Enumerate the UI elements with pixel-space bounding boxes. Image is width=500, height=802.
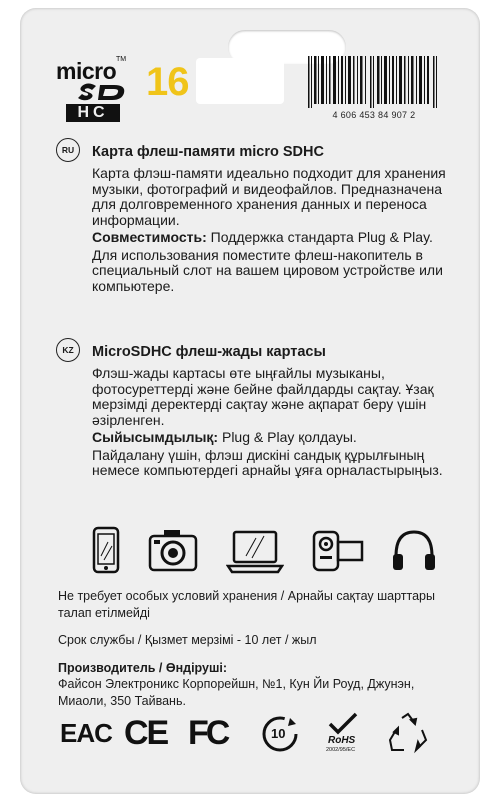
laptop-icon (226, 526, 284, 574)
kz-paragraph-1: Флэш-жады картасы өте ыңғайлы музыканы, фотосуреттерді және бейне файлдарды сақтау. Ұзақ мерзімді деректерді сақтау және ақпарат беру үшін әзірленген. (92, 365, 434, 428)
manufacturer-text: Файсон Электроникс Корпорейшн, №1, Кун Йи Роуд, Джунэн, Миаоли, 350 Тайвань. (58, 677, 415, 708)
rohs-sub-label: 2002/95/EC (326, 747, 356, 753)
barcode-icon (306, 56, 442, 108)
capacity-mask (196, 58, 284, 104)
camera-icon (148, 526, 198, 574)
ru-paragraph-1: Карта флэш-памяти идеально подходит для хранения музыки, фотографий и видеофайлов. Предназначена для долговременного хранения данных и переноса информации. (92, 165, 446, 228)
kz-paragraph-3: Пайдалану үшін, флэш дискіні сандық құрылғының немесе компьютердегі арнайы ұяға орналастырыңыз. (92, 446, 443, 478)
text-block-kz (92, 366, 448, 479)
certification-row (60, 712, 444, 758)
logo-hc: HC (66, 104, 120, 122)
lang-badge-kz: KZ (56, 338, 80, 362)
manufacturer-label (58, 660, 458, 677)
barcode-number: 4 606 453 84 907 2 (332, 110, 416, 120)
logo-micro-text: micro (56, 58, 117, 84)
capacity-label: 16 (146, 60, 189, 104)
manufacturer-label-text: Производитель / Өндіруші: (58, 661, 228, 675)
recycle-icon (386, 712, 430, 754)
microsd-hc-logo (56, 58, 130, 124)
ru-compat-label: Совместимость: (92, 229, 207, 245)
eac-mark-icon: EAC (60, 718, 112, 748)
kz-compat (92, 430, 448, 446)
eco-10-label: 10 (271, 726, 286, 741)
fcc-mark-icon: FC (188, 714, 228, 752)
phone-icon (92, 526, 120, 574)
lang-badge-ru: RU (56, 138, 80, 162)
logo-tm: TM (116, 56, 127, 63)
section-title-ru: Карта флеш-памяти micro SDHC (92, 144, 324, 160)
ru-compat-text: Поддержка стандарта Plug & Play. (206, 229, 433, 245)
rohs-label: RoHS (328, 735, 356, 746)
text-block-ru (92, 166, 448, 294)
camcorder-icon (312, 526, 366, 574)
sd-logo-icon (78, 82, 128, 102)
kz-compat-text: Plug & Play қолдауы. (218, 429, 357, 445)
headphones-icon (390, 526, 438, 574)
kz-compat-label: Сыйысымдылық: (92, 429, 219, 445)
ru-compat (92, 230, 448, 246)
compatible-devices-row (86, 526, 442, 576)
rohs-check-icon (322, 712, 362, 736)
ce-mark-icon: CE (124, 714, 168, 752)
ru-paragraph-3: Для использования поместите флеш-накопитель в специальный слот на вашем цировом устройстве или компьютере. (92, 246, 443, 294)
lifetime-info: Срок службы / Қызмет мерзімі - 10 лет / жыл (58, 633, 317, 647)
section-title-kz: MicroSDHC флеш-жады картасы (92, 344, 326, 360)
storage-info: Не требует особых условий хранения / Арнайы сақтау шарттары талап етілмейді (58, 589, 435, 620)
